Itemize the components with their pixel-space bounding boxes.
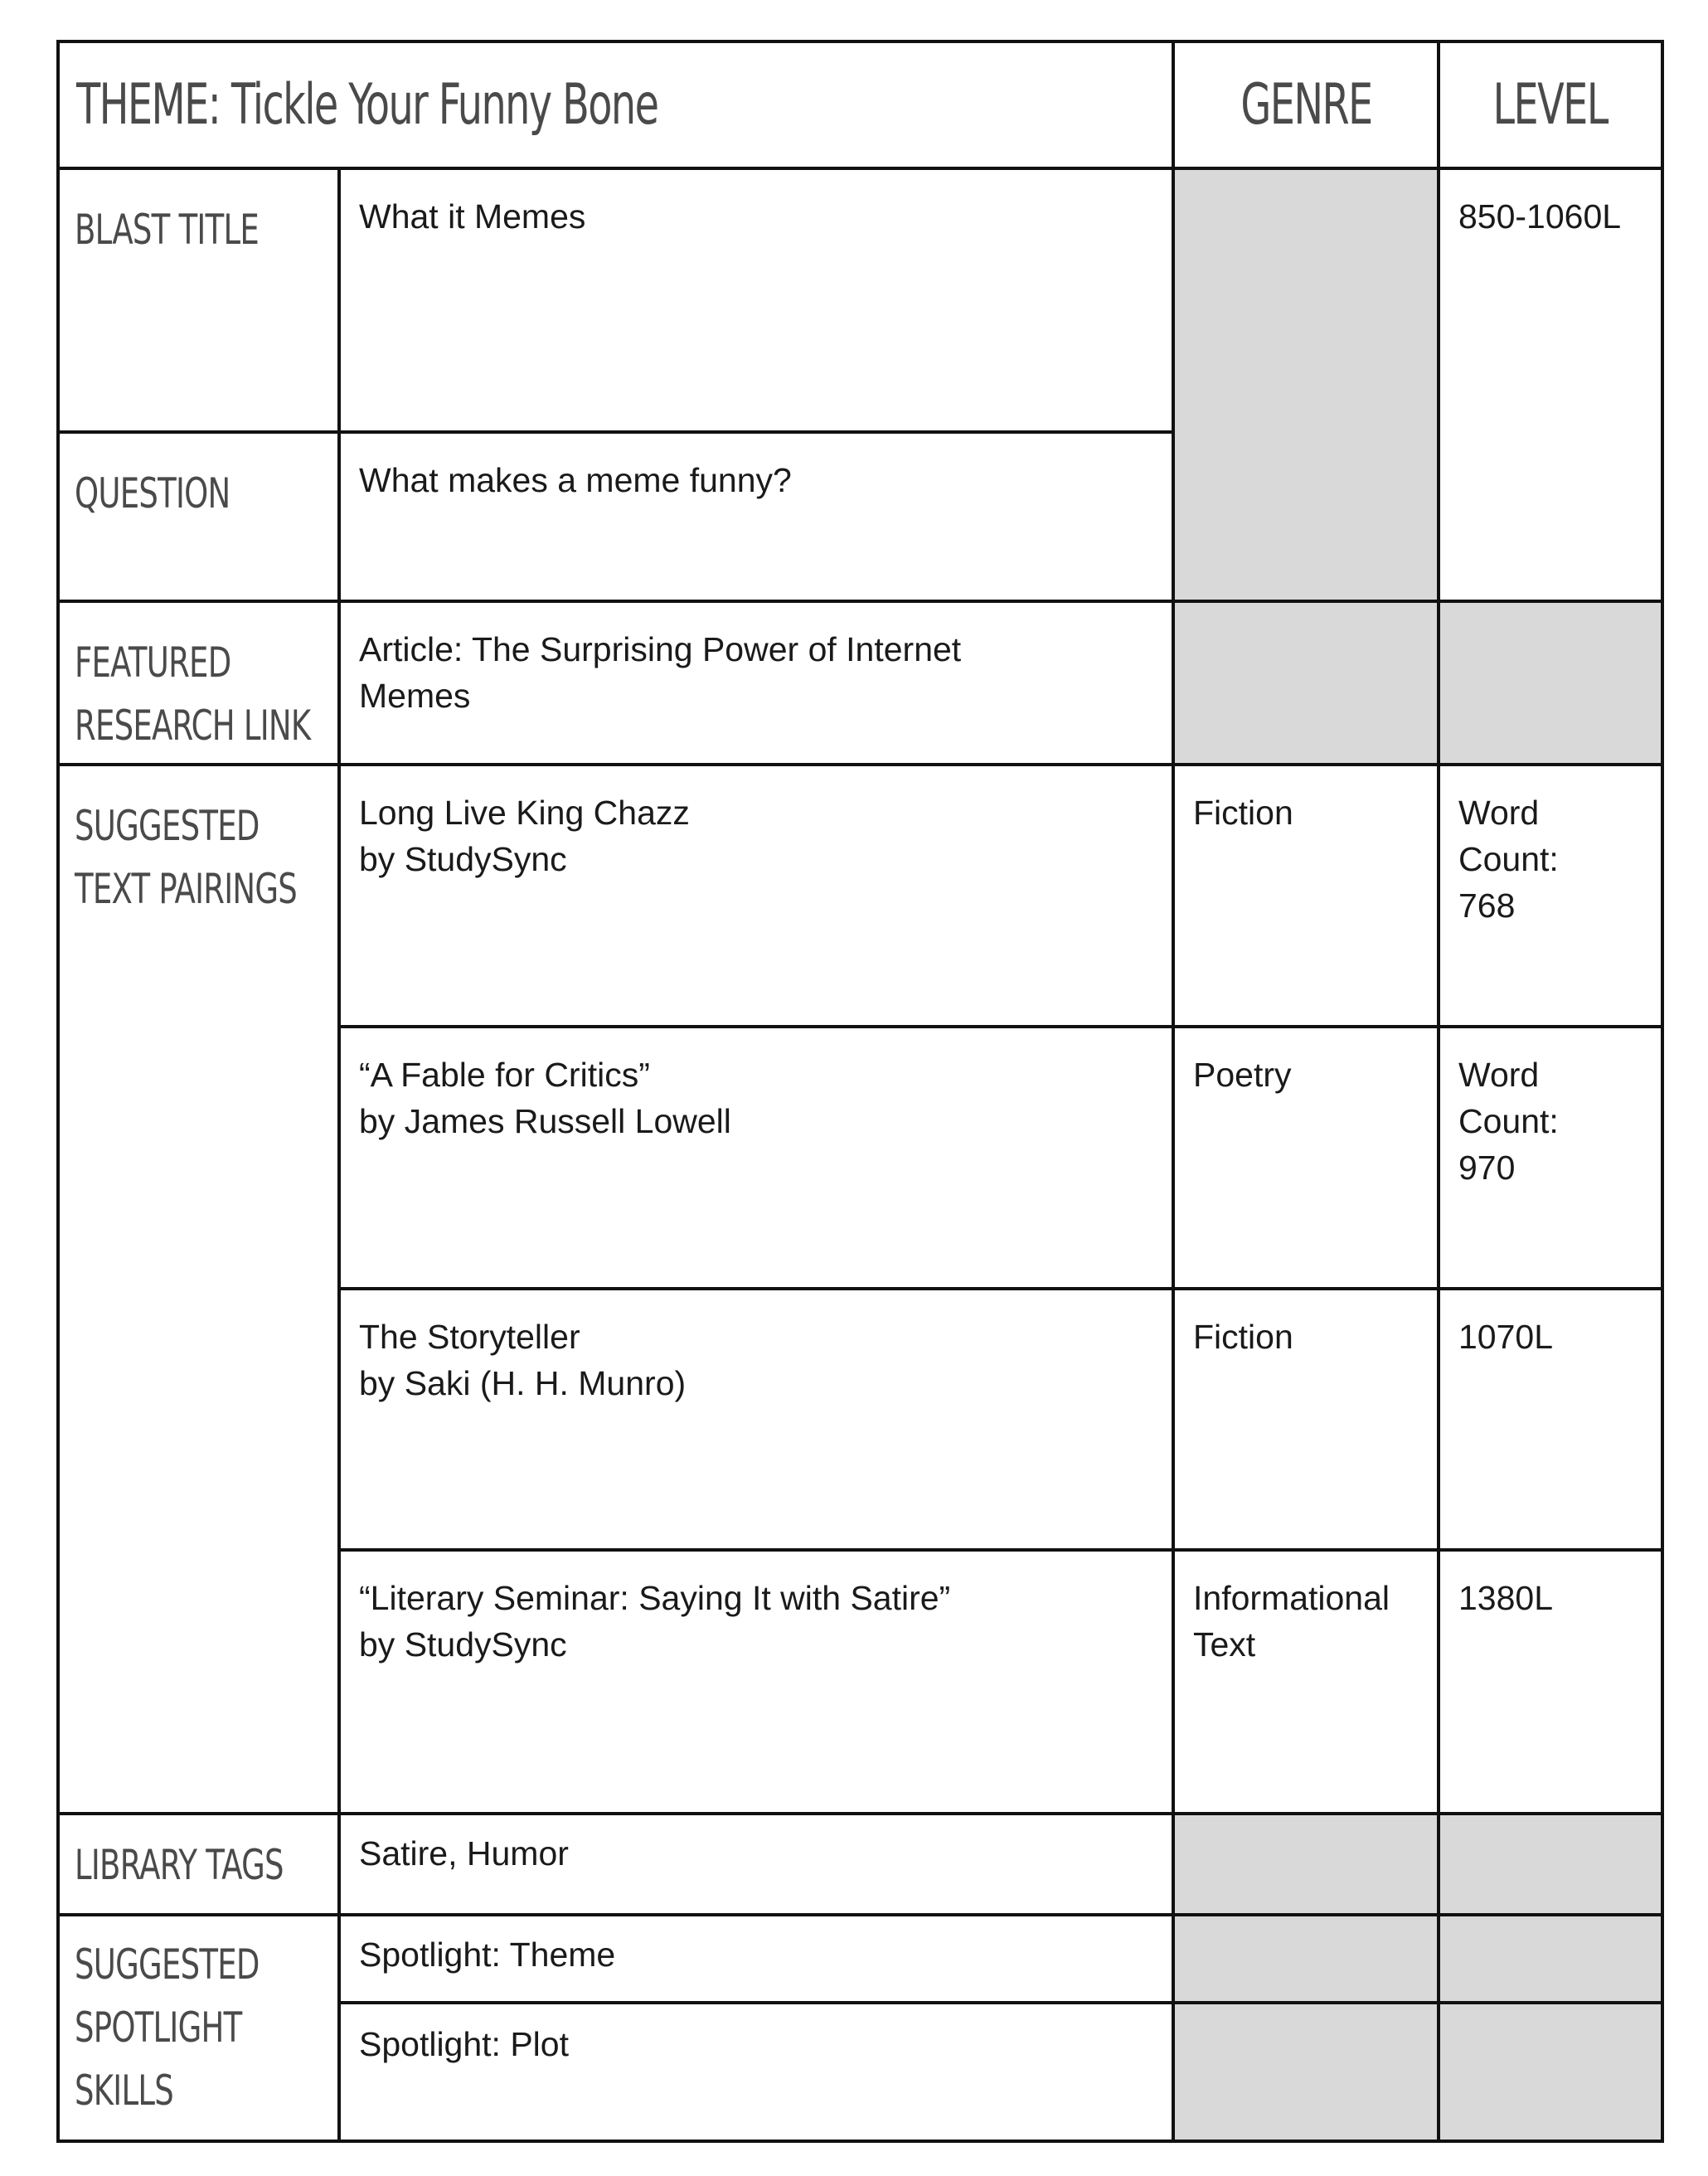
pairing-author: by StudySync [359, 840, 567, 879]
pairing-level-line2: Count: [1458, 1101, 1559, 1140]
spotlight-level-cell [1439, 1915, 1662, 2002]
pairing-level-line1: Word [1458, 1055, 1540, 1094]
library-tags-genre-cell [1173, 1814, 1439, 1915]
spotlight-skill-theme: Spotlight: Theme [359, 1936, 616, 1974]
research-genre-cell [1173, 601, 1439, 765]
pairing-level-line3: 970 [1458, 1148, 1516, 1187]
research-link-cell [339, 601, 1173, 765]
pairing-title: Long Live King Chazz [359, 794, 690, 833]
genre-header: GENRE [1240, 72, 1372, 138]
pairing-genre: Fiction [1193, 1317, 1293, 1356]
lesson-overview-table [56, 40, 1664, 2143]
pairing-genre-line2: Text [1193, 1625, 1256, 1664]
research-link-line1: Article: The Surprising Power of Internet [359, 629, 962, 668]
pairing-level-line1: Word [1458, 794, 1540, 833]
blast-title-row [58, 168, 1662, 432]
pairing-genre-cell [1173, 1550, 1439, 1814]
spotlight-skill-plot: Spotlight: Plot [359, 2024, 569, 2063]
question-cell [339, 432, 1173, 600]
pairing-level-line1: 1380L [1458, 1579, 1554, 1618]
pairing-title: “Literary Seminar: Saying It with Satire” [359, 1579, 951, 1618]
pairing-genre-cell [1173, 1289, 1439, 1551]
pairing-level-line3: 768 [1458, 886, 1516, 925]
library-tags-label: LIBRARY TAGS [75, 1840, 284, 1889]
spotlight-genre-cell [1173, 2003, 1439, 2142]
pairings-label-line2: TEXT PAIRINGS [75, 865, 298, 914]
question-label-cell [58, 432, 339, 600]
research-label-line2: RESEARCH LINK [75, 701, 311, 750]
library-tags-value: Satire, Humor [359, 1834, 569, 1872]
spotlight-label-line2: SPOTLIGHT [75, 2004, 242, 2052]
question-label: QUESTION [75, 469, 230, 518]
pairing-row [58, 765, 1662, 1027]
library-tags-cell [339, 1814, 1173, 1915]
pairing-author: by Saki (H. H. Munro) [359, 1363, 687, 1402]
spotlight-label-line3: SKILLS [75, 2067, 173, 2115]
pairing-level-cell [1439, 1550, 1662, 1814]
pairing-genre: Fiction [1193, 794, 1293, 833]
pairing-text-cell [339, 1550, 1173, 1814]
blast-level-value: 850-1060L [1458, 197, 1622, 236]
blast-genre-cell [1173, 168, 1439, 600]
spotlight-level-cell [1439, 2003, 1662, 2142]
question-value: What makes a meme funny? [359, 461, 792, 500]
blast-title-cell [339, 168, 1173, 432]
spotlight-label-line1: SUGGESTED [75, 1940, 260, 1989]
spotlight-label-cell [58, 1915, 339, 2141]
research-label-line1: FEATURED [75, 638, 231, 687]
blast-level-cell [1439, 168, 1662, 600]
pairing-genre: Poetry [1193, 1055, 1292, 1094]
level-header: LEVEL [1492, 72, 1609, 138]
library-tags-label-cell [58, 1814, 339, 1915]
blast-title-label-cell [58, 168, 339, 432]
research-label-cell [58, 601, 339, 765]
library-tags-level-cell [1439, 1814, 1662, 1915]
library-tags-row [58, 1814, 1662, 1915]
pairings-label-cell [58, 765, 339, 1814]
pairing-level-cell [1439, 765, 1662, 1027]
pairings-label-line1: SUGGESTED [75, 802, 260, 851]
spotlight-genre-cell [1173, 1915, 1439, 2002]
pairing-genre-cell [1173, 1027, 1439, 1289]
header-row [58, 41, 1662, 168]
theme-header-cell [58, 41, 1173, 168]
research-link-line2: Memes [359, 676, 471, 715]
level-header-cell [1439, 41, 1662, 168]
blast-title-value: What it Memes [359, 197, 586, 236]
pairing-genre-cell [1173, 765, 1439, 1027]
spotlight-row [58, 1915, 1662, 2002]
blast-title-label: BLAST TITLE [75, 206, 259, 255]
pairing-genre-line1: Informational [1193, 1579, 1390, 1618]
pairing-author: by StudySync [359, 1625, 567, 1664]
pairing-title: The Storyteller [359, 1317, 580, 1356]
pairing-level-line2: Count: [1458, 840, 1559, 879]
pairing-title: “A Fable for Critics” [359, 1055, 650, 1094]
pairing-text-cell [339, 765, 1173, 1027]
research-row [58, 601, 1662, 765]
pairing-level-cell [1439, 1289, 1662, 1551]
theme-title: THEME: Tickle Your Funny Bone [76, 72, 658, 138]
pairing-author: by James Russell Lowell [359, 1101, 731, 1140]
spotlight-skill-cell [339, 2003, 1173, 2142]
research-level-cell [1439, 601, 1662, 765]
spotlight-skill-cell [339, 1915, 1173, 2002]
genre-header-cell [1173, 41, 1439, 168]
pairing-level-line1: 1070L [1458, 1317, 1554, 1356]
pairing-text-cell [339, 1027, 1173, 1289]
pairing-text-cell [339, 1289, 1173, 1551]
pairing-level-cell [1439, 1027, 1662, 1289]
